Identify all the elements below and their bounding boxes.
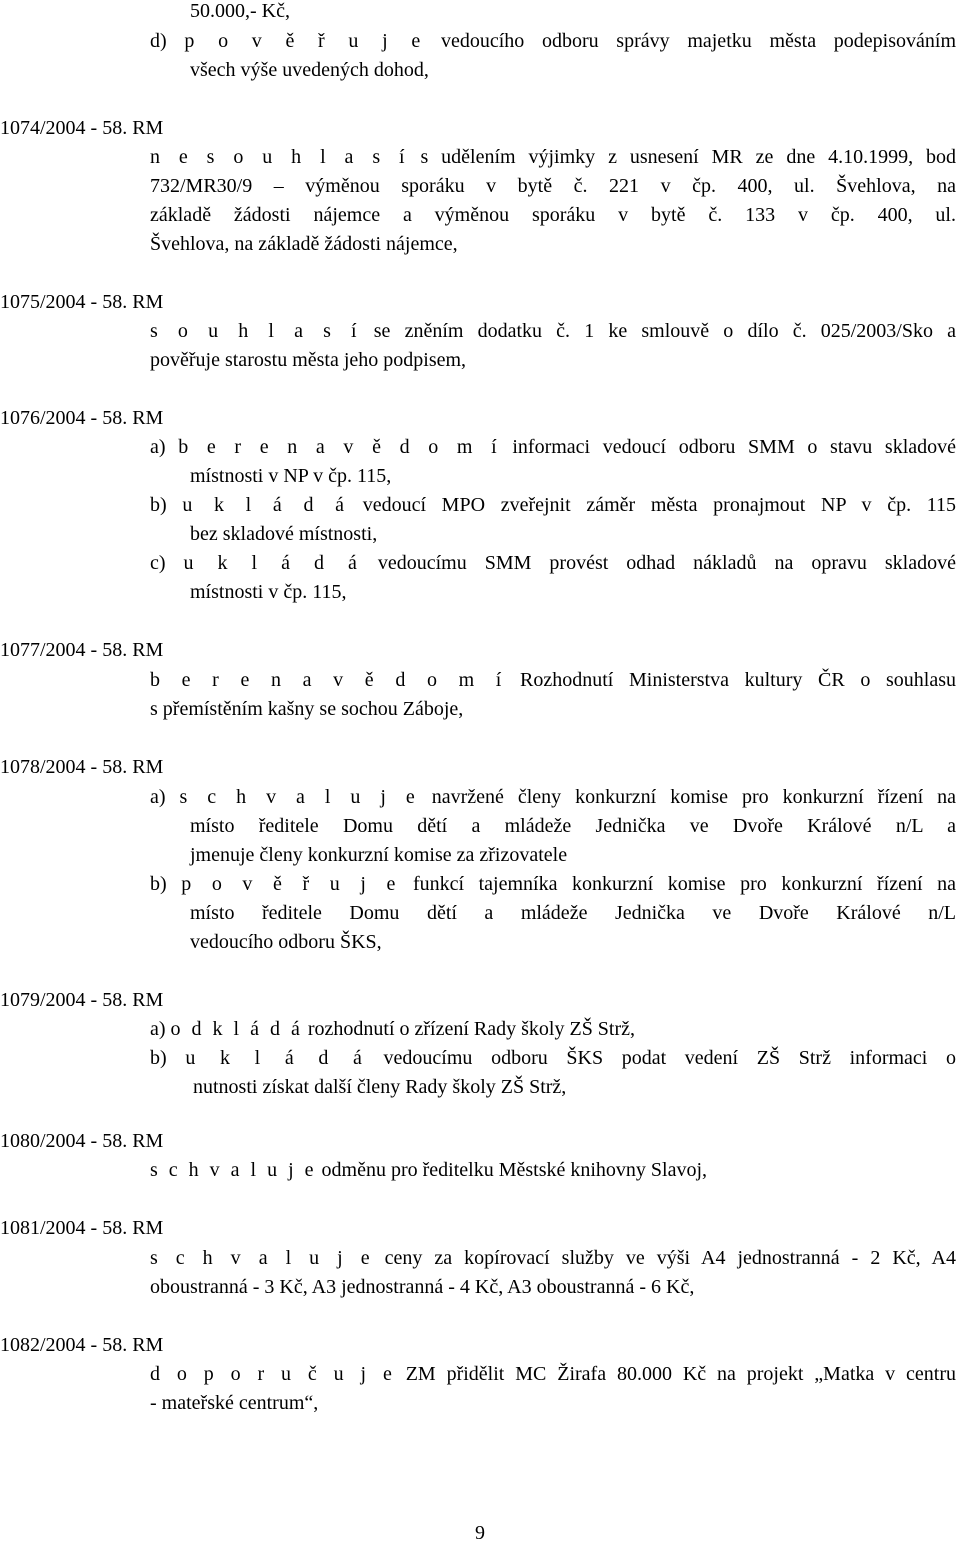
item-b xyxy=(150,872,956,896)
resolution-text: s udělením výjimky z usnesení MR ze dne 4.10.1999, bod xyxy=(420,146,957,168)
resolution-line: oboustranná - 3 Kč, A3 jednostranná - 4 Kč, A3 oboustranná - 6 Kč, xyxy=(150,1276,695,1298)
resolution-number: 1074/2004 - 58. RM xyxy=(0,117,164,139)
item-continuation: bez skladové místnosti, xyxy=(190,523,378,545)
resolution-number: 1076/2004 - 58. RM xyxy=(0,407,164,429)
resolution-number: 1079/2004 - 58. RM xyxy=(0,989,164,1011)
item-label: b) xyxy=(150,873,167,895)
item-text: navržené členy konkurzní komise pro konkurzní řízení na xyxy=(431,786,956,808)
item-text: rozhodnutí o zřízení Rady školy ZŠ Strž, xyxy=(307,1018,636,1040)
resolution-line xyxy=(150,1246,956,1270)
resolution-line xyxy=(150,668,956,692)
item-text: funkcí tajemníka konkurzní komise pro konkurzní řízení na xyxy=(412,873,957,895)
item-verb: o d k l á d á xyxy=(170,1018,303,1040)
item-text: vedoucího odboru správy majetku města podepisováním xyxy=(440,30,956,52)
resolution-line: 732/MR30/9 – výměnou sporáku v bytě č. 221 v čp. 400, ul. Švehlova, na xyxy=(150,175,956,197)
item-continuation: místnosti v NP v čp. 115, xyxy=(190,465,392,487)
item-d xyxy=(150,29,956,53)
item-text: vedoucímu SMM provést odhad nákladů na opravu skladové xyxy=(377,552,956,574)
amount-text: 50.000,- Kč, xyxy=(190,0,290,22)
resolution-line: základě žádosti nájemce a výměnou sporáku v bytě č. 133 v čp. 400, ul. xyxy=(150,204,956,226)
resolution-verb: n e s o u h l a s í xyxy=(150,146,408,168)
resolution-verb: s c h v a l u j e xyxy=(150,1247,373,1269)
item-continuation: místo ředitele Domu dětí a mládeže Jednička ve Dvoře Králové n/L xyxy=(190,902,956,924)
item-verb: p o v ě ř u j e xyxy=(184,30,424,52)
item-continuation: místnosti v čp. 115, xyxy=(190,581,347,603)
resolution-number: 1075/2004 - 58. RM xyxy=(0,291,164,313)
resolution-text: se zněním dodatku č. 1 ke smlouvě o dílo č. 025/2003/Sko a xyxy=(373,320,957,342)
resolution-line: Švehlova, na základě žádosti nájemce, xyxy=(150,233,458,255)
resolution-line xyxy=(150,319,956,343)
item-continuation: nutnosti získat další členy Rady školy ZŠ Strž, xyxy=(193,1076,567,1098)
resolution-verb: s o u h l a s í xyxy=(150,320,360,342)
item-verb: p o v ě ř u j e xyxy=(181,873,399,895)
item-continuation: jmenuje členy konkurzní komise za zřizovatele xyxy=(190,844,568,866)
item-verb: b e r e n a v ě d o m í xyxy=(178,436,500,458)
page-number: 9 xyxy=(475,1522,485,1544)
resolution-text: Rozhodnutí Ministerstva kultury ČR o souhlasu xyxy=(520,669,957,691)
resolution-number: 1081/2004 - 58. RM xyxy=(0,1217,164,1239)
resolution-verb: b e r e n a v ě d o m í xyxy=(150,669,505,691)
item-a xyxy=(150,1017,635,1041)
item-verb: u k l á d á xyxy=(185,1047,365,1069)
item-text: vedoucí MPO zveřejnit záměr města pronajmout NP v čp. 115 xyxy=(362,494,957,516)
item-d-continuation: všech výše uvedených dohod, xyxy=(190,59,429,81)
item-verb: u k l á d á xyxy=(183,552,360,574)
item-text: informaci vedoucí odboru SMM o stavu skladové xyxy=(512,436,957,458)
item-label: b) xyxy=(150,494,167,516)
item-label: a) xyxy=(150,786,166,808)
resolution-line xyxy=(150,145,956,169)
resolution-number: 1080/2004 - 58. RM xyxy=(0,1130,164,1152)
item-continuation: místo ředitele Domu dětí a mládeže Jednička ve Dvoře Králové n/L a xyxy=(190,815,956,837)
item-label: a) xyxy=(150,1018,166,1040)
resolution-number: 1082/2004 - 58. RM xyxy=(0,1334,164,1356)
item-text: vedoucímu odboru ŠKS podat vedení ZŠ Strž informaci o xyxy=(383,1047,957,1069)
resolution-number: 1077/2004 - 58. RM xyxy=(0,639,164,661)
resolution-verb: d o p o r u č u j e xyxy=(150,1363,395,1385)
item-c xyxy=(150,551,956,575)
resolution-text: ceny za kopírovací služby ve výši A4 jednostranná - 2 Kč, A4 xyxy=(384,1247,957,1269)
item-continuation: vedoucího odboru ŠKS, xyxy=(190,931,382,953)
item-a xyxy=(150,785,956,809)
item-b xyxy=(150,493,956,517)
resolution-line: pověřuje starostu města jeho podpisem, xyxy=(150,349,467,371)
resolution-text: ZM přidělit MC Žirafa 80.000 Kč na projekt „Matka v centru xyxy=(405,1363,956,1385)
resolution-line xyxy=(150,1158,707,1182)
resolution-line: s přemístěním kašny se sochou Záboje, xyxy=(150,698,464,720)
item-label: a) xyxy=(150,436,166,458)
resolution-text: odměnu pro ředitelku Městské knihovny Slavoj, xyxy=(321,1159,708,1181)
item-a xyxy=(150,435,956,459)
item-label: d) xyxy=(150,30,167,52)
item-label: c) xyxy=(150,552,166,574)
resolution-line xyxy=(150,1362,956,1386)
item-verb: u k l á d á xyxy=(182,494,348,516)
resolution-number: 1078/2004 - 58. RM xyxy=(0,756,164,778)
resolution-verb: s c h v a l u j e xyxy=(150,1159,317,1181)
item-b xyxy=(150,1046,956,1070)
resolution-line: - mateřské centrum“, xyxy=(150,1392,319,1414)
item-verb: s c h v a l u j e xyxy=(179,786,418,808)
item-label: b) xyxy=(150,1047,167,1069)
